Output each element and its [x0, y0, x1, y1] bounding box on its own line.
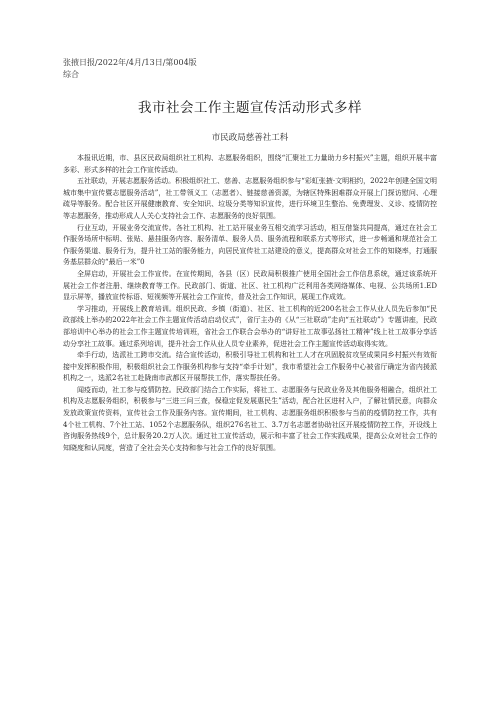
section-label: 综合 — [63, 70, 79, 79]
issue-line: 张掖日报/2022年/4月/13日/第004版 — [63, 58, 197, 67]
paragraph-2: 五社联动，开展志愿服务活动。积极组织社工、慈善、志愿服务组织参与“彩虹张掖·文明相约，2022年创建全国文明城市集中宣传暨志愿服务活动”，社工带领义工（志愿者）、链接慈善资源，为辖区特殊困难群众开展上门探访慰问、心理疏导等服务。配合社区开展健康教育、安全知识、垃圾分类等知识宣传，进行环境卫生整治、免费理发、义诊、疫情防控等志愿服务，推动形成人人关心支持社会工作、志愿服务的良好氛围。 — [63, 177, 437, 220]
article-author: 市民政局慈善社工科 — [211, 133, 289, 143]
paragraph-5: 学习推动，开展线上教育培训。组织民政、乡镇（街道）、社区、社工机构的近200名社会工作从业人员先后参加“民政部线上举办的2022年社会工作主题宣传活动启动仪式”，省厅主办的《从“三社联动”走向“五社联动”》专题讲座，民政部培训中心举办的社会工作主题宣传培训班，省社会工作联合会举办的“讲好社工故事弘扬社工精神”线上社工故事分享活动分享社工故事。通过系列培训，提升社会工作从业人员专业素养，促进社会工作主题宣传活动取得实效。 — [63, 304, 437, 348]
paragraph-3: 行业互动，开展业务交流宣传。各社工机构、社工站开展业务互相交流学习活动，相互借鉴共同提高，通过在社会工作服务场所中标明、张贴、悬挂服务内容、服务清单、服务人员、服务流程和联系方式等形式，进一步畅通和规范社会工作服务渠道、服务行为，提升社工站的服务能力，向居民宣传社工站建设的意义，提高群众对社会工作的知晓率，打通服务基层群众的“最后一米”0 — [63, 223, 437, 267]
article-title: 我市社会工作主题宣传活动形式多样 — [138, 100, 362, 116]
paragraph-4: 全屏启动，开展社会工作宣传。在宣传期间，各县（区）民政局积极推广使用全国社会工作信息系统，通过该系统开展社会工作者注册、继续教育等工作。民政部门、街道、社区、社工机构广泛利用各类网络媒体、电视、公共场所1.ED显示屏等，播放宣传标语、短视频等开展社会工作宣传，普及社会工作知识，展现工作成效。 — [63, 269, 437, 302]
paragraph-7: 闻疫而动，社工参与疫情防控。民政部门结合工作实际，将社工、志愿服务与民政业务及其他服务相融合，组织社工机构及志愿服务组织，积极参与“三进三问三查，保稳定促发展惠民生”活动，配合社区进村入户，了解社情民意，向群众发放政策宣传资料，宣传社会工作及服务内容。宣传期间，社工机构、志愿服务组织积极参与当前的疫情防控工作，共有4个社工机构、7个社工站、1052个志愿服务队，组织276名社工、3.7万名志愿者协助社区开展疫情防控工作，开设线上咨询服务热线9个，总计服务20.2万人次。通过社工宣传活动，展示和丰富了社会工作实践成果，提高公众对社会工作的知晓度和认同度，营造了全社会关心支持和参与社会工作的良好氛围。 — [63, 385, 437, 452]
paragraph-1: 本报讯近期，市、县区民政局组织社工机构、志愿服务组织，围绕“汇聚社工力量助力乡村振兴”主题，组织开展丰富多彩、形式多样的社会工作宣传活动。 — [63, 154, 437, 174]
article-body — [63, 153, 437, 454]
masthead — [63, 57, 197, 81]
paragraph-6: 牵手行动，选派社工跨市交流。结合宣传活动，积极引导社工机构和社工人才在巩固脱贫攻坚成果同乡村振兴有效衔接中发挥积极作用，积极组织社会工作服务机构参与支持“牵手计划”，我市希望社会工作服务中心被省厅确定为省内援派机构之一，选派2名社工赴陇南市武都区开展帮扶工作，落实帮扶任务。 — [63, 351, 437, 383]
